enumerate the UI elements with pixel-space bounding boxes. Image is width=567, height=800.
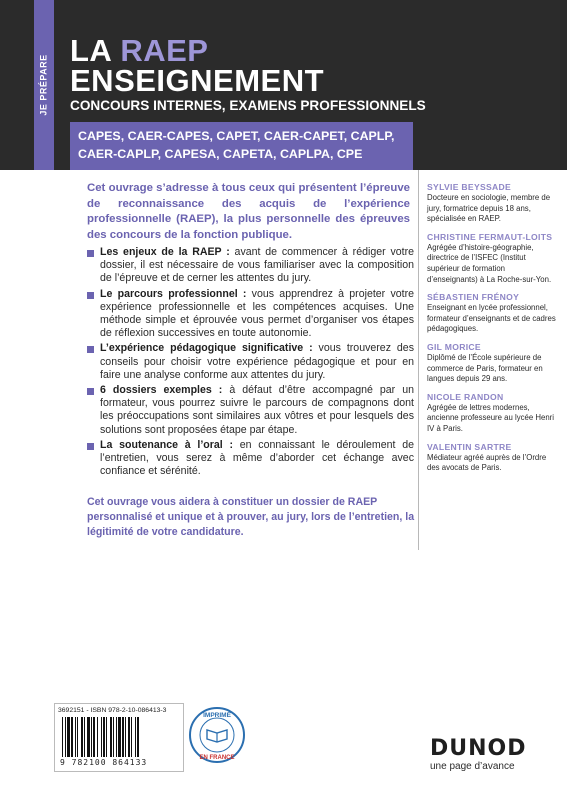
square-bullet-icon [87, 346, 94, 353]
author-entry [427, 181, 557, 225]
badge-top-text: IMPRIMÉ [203, 712, 231, 719]
author-name: SÉBASTIEN FRÉNOY [427, 292, 520, 303]
author-bio: Enseignant en lycée professionnel, formateur d’enseignants et de cadres pédagogiques. [427, 303, 556, 334]
author-name: VALENTIN SARTRE [427, 441, 512, 452]
author-bio: Agrégée d’histoire-géographie, directrice de l’ISFEC (Institut supérieur de formation d’enseignants) à La Roche-sur-Yon. [427, 242, 552, 284]
barcode-bars-icon [60, 717, 178, 759]
feature-title: Les enjeux de la RAEP : [100, 246, 230, 258]
title-accent: RAEP [120, 33, 209, 68]
author-list [427, 181, 557, 480]
author-entry [427, 341, 557, 385]
author-bio: Docteure en sociologie, membre de jury, formatrice depuis 18 ans, spécialisée en RAEP. [427, 193, 551, 224]
author-entry [427, 291, 557, 335]
column-divider [418, 170, 419, 550]
feature-text: vous apprendrez à projeter votre expérience professionnelle et les compétences acquises. Une méthode simple et éprouvée vous permet d’organiser vos étapes de réflexion successives en toute autonomie. [100, 287, 415, 340]
exam-list-box [70, 122, 413, 170]
feature-text: à défaut d’être accompagné par un formateur, vous pourrez suivre le parcours de compagnons dont les préoccupations sont similaires aux vôtres et pour lesquels des solutions sont proposées étape par étape. [100, 384, 414, 436]
intro-text: Cet ouvrage s’adresse à tous ceux qui présentent l’épreuve de reconnaissance des acquis de l’expérience professionnelle (RAEP), la plus personnelle des épreuves des concours de la fonction publique. [87, 182, 410, 241]
series-tab-label: JE PRÉPARE [39, 54, 50, 116]
square-bullet-icon [87, 250, 94, 257]
square-bullet-icon [87, 292, 94, 299]
series-tab [34, 0, 54, 170]
badge-bottom-text: EN FRANCE [199, 755, 235, 761]
conclusion-text: Cet ouvrage vous aidera à constituer un dossier de RAEP personnalisé et unique et à prouver, au jury, lors de l’entretien, la légitimité de votre candidature. [87, 496, 415, 538]
barcode-digits: 9 782100 864133 [60, 758, 148, 767]
exam-list-line: CAER-CAPLP, CAPESA, CAPETA, CAPLPA, CPE [78, 147, 363, 161]
feature-item [87, 384, 414, 437]
title-line-2: ENSEIGNEMENT [70, 63, 325, 98]
feature-item [87, 288, 414, 341]
author-name: NICOLE RANDON [427, 391, 504, 402]
subtitle: CONCOURS INTERNES, EXAMENS PROFESSIONNELS [70, 98, 426, 113]
feature-item [87, 439, 414, 479]
feature-title: Le parcours professionnel : [100, 287, 247, 300]
author-entry [427, 231, 557, 285]
feature-text: en connaissant le déroulement de l’entretien, vous serez à même d’aborder cet échange avec confiance et sérénité. [100, 438, 414, 478]
publisher-tagline: une page d’avance [430, 761, 515, 772]
author-bio: Agrégée de lettres modernes, ancienne professeure au lycée Henri IV à Paris. [427, 402, 554, 433]
author-bio: Diplômé de l’École supérieure de commerce de Paris, formateur en langues depuis 29 ans. [427, 352, 543, 384]
feature-text: avant de commencer à rédiger votre dossier, il est nécessaire de vous familiariser avec la composition de l’épreuve et de cerner les attentes du jury. [100, 246, 414, 285]
author-entry [427, 441, 557, 474]
feature-title: La soutenance à l’oral : [100, 438, 233, 451]
feature-title: L’expérience pédagogique significative : [100, 342, 313, 355]
square-bullet-icon [87, 388, 94, 395]
isbn-barcode [54, 703, 184, 772]
feature-list [87, 246, 414, 480]
author-name: GIL MORICE [427, 341, 481, 352]
exam-list-line: CAPES, CAER-CAPES, CAPET, CAER-CAPET, CAPLP, [78, 129, 395, 143]
author-entry [427, 391, 557, 435]
publisher-name: DUNOD [430, 736, 527, 761]
feature-text: vous trouverez des conseils pour choisir votre expérience pédagogique et pour en faire une analyse conforme aux attentes du jury. [100, 342, 414, 381]
author-name: CHRISTINE FERMAUT-LOITS [427, 231, 553, 242]
feature-item [87, 246, 414, 286]
square-bullet-icon [87, 443, 94, 450]
author-bio: Médiateur agréé auprès de l’Ordre des avocats de Paris. [427, 452, 547, 473]
author-name: SYLVIE BEYSSADE [427, 182, 512, 192]
publisher-logo [430, 737, 550, 773]
imprime-en-france-badge-icon [188, 706, 246, 764]
feature-title: 6 dossiers exemples : [100, 384, 223, 397]
isbn-reference: 3692151 - ISBN 978-2-10-086413-3 [58, 707, 167, 714]
feature-item [87, 342, 414, 382]
title-prefix: LA [70, 33, 112, 68]
